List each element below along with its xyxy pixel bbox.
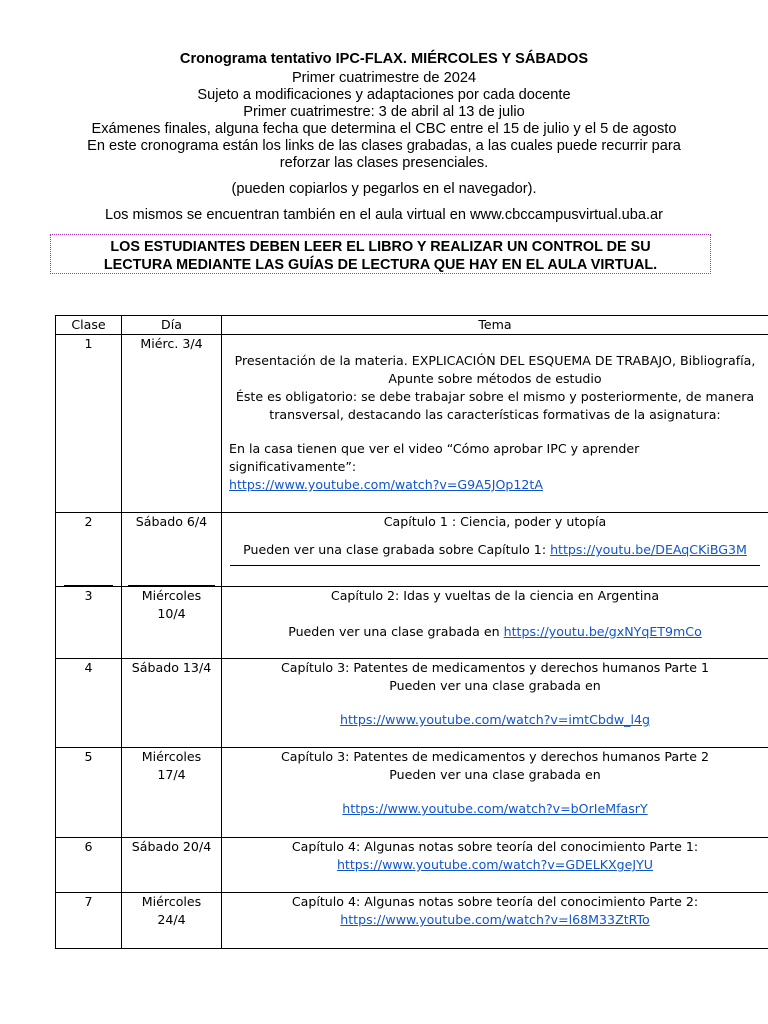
cell-tema [222, 893, 768, 949]
tema-text: Pueden ver una clase grabada en [288, 624, 504, 639]
dia-text: Sábado 6/4 [135, 514, 208, 529]
reading-notice-box [50, 234, 711, 274]
header-line-semester: Primer cuatrimestre de 2024 [291, 70, 477, 86]
header-line-virtual-classroom: Los mismos se encuentran también en el aula virtual en www.cbccampusvirtual.uba.ar [104, 207, 664, 223]
video-link[interactable]: https://youtu.be/DEAqCKiBG3M [550, 542, 747, 557]
cell-dia: Sábado 20/4 [122, 838, 222, 893]
cell-dia: Miérc. 3/4 [122, 335, 222, 513]
table-row [56, 335, 768, 513]
header-dia: Día [122, 316, 222, 335]
divider [128, 585, 215, 586]
dia-text: 17/4 [157, 767, 186, 782]
dia-text: Miércoles [141, 749, 202, 764]
header-line-copy-paste: (pueden copiarlos y pegarlos en el navegador). [231, 181, 537, 197]
cell-clase: 6 [56, 838, 122, 893]
tema-text: Pueden ver una clase grabada sobre Capítulo 1: [243, 542, 551, 557]
notice-line-1: LOS ESTUDIANTES DEBEN LEER EL LIBRO Y REALIZAR UN CONTROL DE SU [110, 239, 651, 255]
table-row [56, 513, 768, 587]
cell-clase: 7 [56, 893, 122, 949]
clase-number: 2 [84, 514, 93, 529]
tema-text: Éste es obligatorio: se debe trabajar sobre el mismo y posteriormente, de manera [235, 389, 755, 404]
cell-clase: 4 [56, 659, 122, 748]
tema-text: Apunte sobre métodos de estudio [388, 371, 602, 386]
header-line-recorded-links: En este cronograma están los links de las clases grabadas, a las cuales puede recurrir para [87, 138, 681, 154]
tema-text: transversal, destacando las características formativas de la asignatura: [269, 407, 721, 422]
video-link[interactable]: https://www.youtube.com/watch?v=G9A5JOp12tA [229, 477, 543, 492]
dia-text: Miércoles [141, 588, 202, 603]
cell-tema [222, 587, 768, 659]
cell-dia [122, 748, 222, 838]
table-row [56, 893, 768, 949]
table-row [56, 587, 768, 659]
tema-text: Capítulo 4: Algunas notas sobre teoría del conocimiento Parte 2: [291, 894, 699, 909]
cell-clase: 5 [56, 748, 122, 838]
dia-text: 24/4 [157, 912, 186, 927]
tema-text: En la casa tienen que ver el video “Cómo aprobar IPC y aprender [229, 441, 640, 456]
cell-clase: 3 [56, 587, 122, 659]
tema-text: Capítulo 2: Idas y vueltas de la ciencia en Argentina [330, 588, 660, 603]
header-tema: Tema [222, 316, 768, 335]
video-link[interactable]: https://youtu.be/gxNYqET9mCo [503, 624, 702, 639]
schedule-table [55, 315, 768, 949]
video-link[interactable]: https://www.youtube.com/watch?v=bOrIeMfasrY [342, 801, 648, 816]
document-title: Cronograma tentativo IPC-FLAX. MIÉRCOLES Y SÁBADOS [179, 51, 589, 67]
cell-dia [122, 513, 222, 587]
cell-tema [222, 513, 768, 587]
table-header-row [56, 316, 768, 335]
header-line-dates: Primer cuatrimestre: 3 de abril al 13 de julio [243, 104, 525, 120]
cell-tema [222, 335, 768, 513]
video-link[interactable]: https://www.youtube.com/watch?v=imtCbdw_l4g [340, 712, 650, 727]
cell-dia [122, 587, 222, 659]
table-row [56, 838, 768, 893]
divider [230, 565, 760, 566]
dia-text: Miércoles [141, 894, 202, 909]
video-link[interactable]: https://www.youtube.com/watch?v=GDELKXgeJYU [336, 857, 654, 872]
video-link[interactable]: https://www.youtube.com/watch?v=l68M33ZtRTo [340, 912, 650, 927]
tema-text: Pueden ver una clase grabada en [389, 767, 601, 782]
tema-text: Capítulo 3: Patentes de medicamentos y derechos humanos Parte 2 [280, 749, 709, 764]
tema-text: Presentación de la materia. EXPLICACIÓN DEL ESQUEMA DE TRABAJO, Bibliografía, [234, 353, 756, 368]
header-line-reinforce: reforzar las clases presenciales. [279, 155, 489, 171]
cell-tema [222, 838, 768, 893]
tema-text: Capítulo 4: Algunas notas sobre teoría del conocimiento Parte 1: [291, 839, 699, 854]
cell-dia: Sábado 13/4 [122, 659, 222, 748]
notice-line-2: LECTURA MEDIANTE LAS GUÍAS DE LECTURA QUE HAY EN EL AULA VIRTUAL. [103, 257, 658, 273]
cell-tema [222, 748, 768, 838]
cell-clase: 1 [56, 335, 122, 513]
cell-tema [222, 659, 768, 748]
tema-text: Capítulo 1 : Ciencia, poder y utopía [383, 514, 607, 529]
cell-clase [56, 513, 122, 587]
table-row [56, 659, 768, 748]
tema-text: Capítulo 3: Patentes de medicamentos y derechos humanos Parte 1 [280, 660, 709, 675]
tema-text: Pueden ver una clase grabada en [389, 678, 601, 693]
header-line-subject-to-change: Sujeto a modificaciones y adaptaciones por cada docente [197, 87, 571, 103]
table-row [56, 748, 768, 838]
cell-dia [122, 893, 222, 949]
tema-text: significativamente”: [229, 459, 357, 474]
dia-text: 10/4 [157, 606, 186, 621]
divider [64, 585, 113, 586]
header-clase: Clase [56, 316, 122, 335]
header-line-final-exams: Exámenes finales, alguna fecha que determina el CBC entre el 15 de julio y el 5 de agosto [91, 121, 677, 137]
